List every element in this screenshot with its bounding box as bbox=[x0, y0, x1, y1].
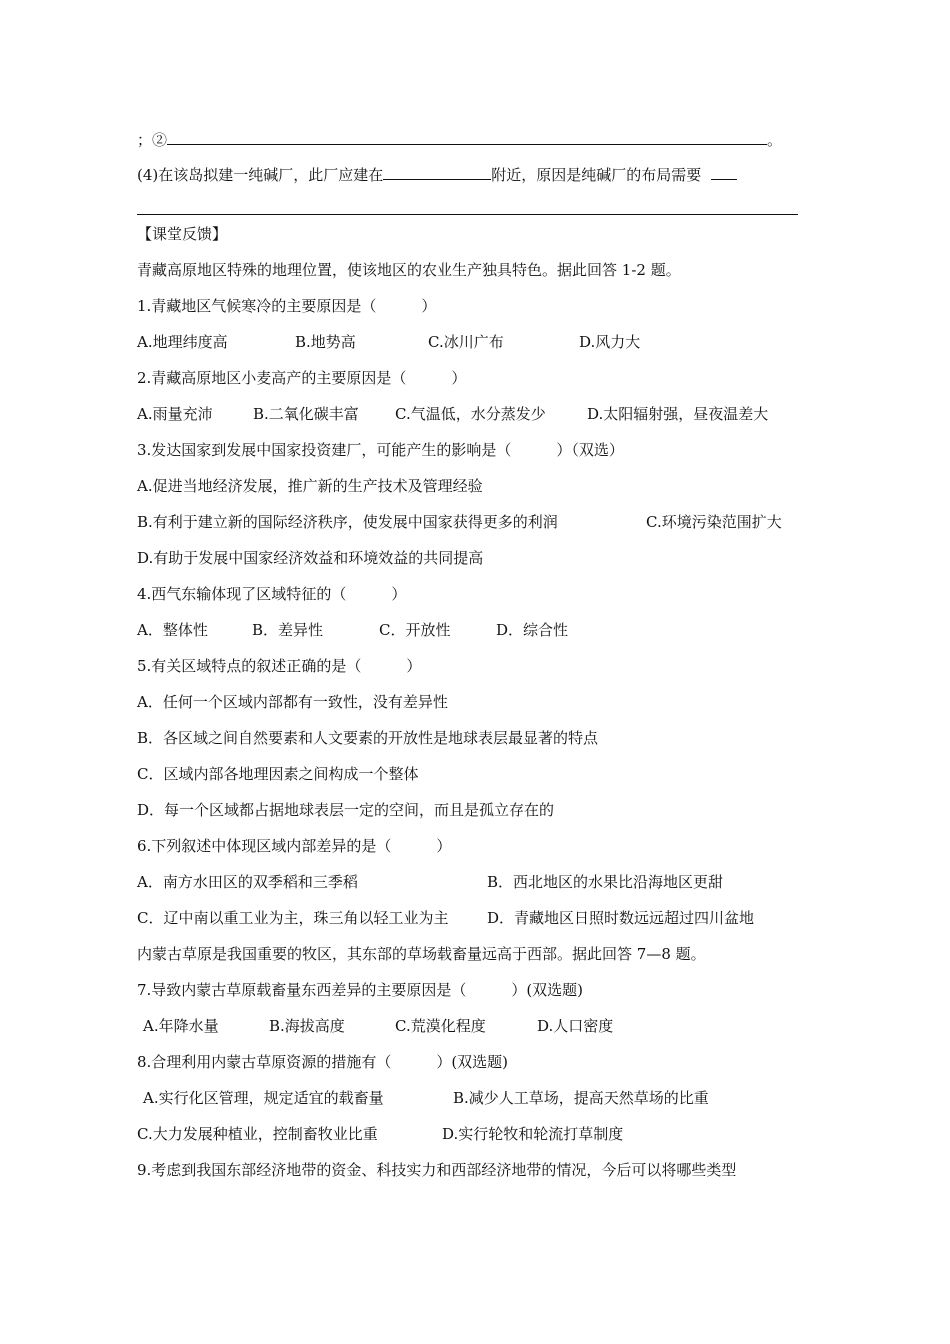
question-4-stem: 4.西气东输体现了区域特征的（ ） bbox=[137, 585, 407, 603]
fill-line-1-suffix: 。 bbox=[767, 131, 783, 149]
q4-option-a[interactable]: A．整体性 bbox=[137, 621, 208, 639]
q4-option-d[interactable]: D．综合性 bbox=[496, 621, 569, 639]
q8-option-b[interactable]: B.减少人工草场，提高天然草场的比重 bbox=[453, 1089, 709, 1107]
q6-option-d[interactable]: D．青藏地区日照时数远远超过四川盆地 bbox=[487, 909, 755, 927]
q3-option-d[interactable]: D.有助于发展中国家经济效益和环境效益的共同提高 bbox=[137, 549, 484, 567]
q2-option-a[interactable]: A.雨量充沛 bbox=[137, 405, 213, 423]
q8-option-a[interactable]: A.实行化区管理，规定适宜的载畜量 bbox=[143, 1089, 384, 1107]
q2-option-c[interactable]: C.气温低，水分蒸发少 bbox=[395, 405, 546, 423]
q8-option-c[interactable]: C.大力发展种植业，控制畜牧业比重 bbox=[137, 1125, 378, 1143]
q1-option-a[interactable]: A.地理纬度高 bbox=[137, 333, 228, 351]
fill-line-2-middle: 附近，原因是纯碱厂的布局需要 bbox=[491, 166, 702, 184]
q3-option-a[interactable]: A.促进当地经济发展，推广新的生产技术及管理经验 bbox=[137, 477, 483, 495]
q6-option-b[interactable]: B．西北地区的水果比沿海地区更甜 bbox=[487, 873, 724, 891]
q8-option-d[interactable]: D.实行轮牧和轮流打草制度 bbox=[442, 1125, 624, 1143]
fill-line-1-prefix: ；② bbox=[137, 131, 168, 149]
fill-line-2-prefix: (4)在该岛拟建一纯碱厂，此厂应建在 bbox=[137, 166, 384, 184]
q1-option-d[interactable]: D.风力大 bbox=[579, 333, 641, 351]
intro-text-7-8: 内蒙古草原是我国重要的牧区，其东部的草场载畜量远高于西部。据此回答 7—8 题。 bbox=[137, 945, 706, 963]
answer-blank-location[interactable] bbox=[383, 163, 491, 180]
question-5-stem: 5.有关区域特点的叙述正确的是（ ） bbox=[137, 657, 422, 675]
q4-option-c[interactable]: C．开放性 bbox=[379, 621, 451, 639]
q7-option-a[interactable]: A.年降水量 bbox=[143, 1017, 219, 1035]
q7-option-d[interactable]: D.人口密度 bbox=[537, 1017, 614, 1035]
question-3-stem: 3.发达国家到发展中国家投资建厂，可能产生的影响是（ ）（双选） bbox=[137, 441, 624, 459]
fill-line-1 bbox=[137, 128, 782, 148]
q7-option-b[interactable]: B.海拔高度 bbox=[269, 1017, 345, 1035]
q3-option-c[interactable]: C.环境污染范围扩大 bbox=[646, 513, 782, 531]
q3-option-b[interactable]: B.有利于建立新的国际经济秩序，使发展中国家获得更多的利润 bbox=[137, 513, 558, 531]
q7-option-c[interactable]: C.荒漠化程度 bbox=[395, 1017, 486, 1035]
question-9-stem: 9.考虑到我国东部经济地带的资金、科技实力和西部经济地带的情况，今后可以将哪些类型 bbox=[137, 1161, 737, 1179]
question-8-stem: 8.合理利用内蒙古草原资源的措施有（ ）(双选题) bbox=[137, 1053, 509, 1071]
question-7-stem: 7.导致内蒙古草原载畜量东西差异的主要原因是（ ）(双选题) bbox=[137, 981, 584, 999]
q2-option-b[interactable]: B.二氧化碳丰富 bbox=[253, 405, 359, 423]
q5-option-b[interactable]: B．各区域之间自然要素和人文要素的开放性是地球表层最显著的特点 bbox=[137, 729, 599, 747]
section-title: 【课堂反馈】 bbox=[137, 225, 228, 243]
q1-option-b[interactable]: B.地势高 bbox=[295, 333, 356, 351]
question-6-stem: 6.下列叙述中体现区域内部差异的是（ ） bbox=[137, 837, 452, 855]
q5-option-d[interactable]: D．每一个区域都占据地球表层一定的空间，而且是孤立存在的 bbox=[137, 801, 555, 819]
q6-option-a[interactable]: A．南方水田区的双季稻和三季稻 bbox=[137, 873, 358, 891]
q6-option-c[interactable]: C．辽中南以重工业为主，珠三角以轻工业为主 bbox=[137, 909, 449, 927]
q4-option-b[interactable]: B．差异性 bbox=[252, 621, 324, 639]
q2-option-d[interactable]: D.太阳辐射强，昼夜温差大 bbox=[587, 405, 769, 423]
answer-blank-reason-start[interactable] bbox=[711, 163, 737, 180]
intro-text-1-2: 青藏高原地区特殊的地理位置，使该地区的农业生产独具特色。据此回答 1-2 题。 bbox=[137, 261, 681, 279]
answer-blank-long[interactable] bbox=[167, 128, 767, 145]
fill-line-2 bbox=[137, 163, 737, 183]
answer-blank-full-line[interactable] bbox=[137, 214, 798, 215]
q5-option-a[interactable]: A．任何一个区域内部都有一致性，没有差异性 bbox=[137, 693, 448, 711]
question-1-stem: 1.青藏地区气候寒冷的主要原因是（ ） bbox=[137, 297, 437, 315]
q1-option-c[interactable]: C.冰川广布 bbox=[428, 333, 504, 351]
question-2-stem: 2.青藏高原地区小麦高产的主要原因是（ ） bbox=[137, 369, 467, 387]
q5-option-c[interactable]: C．区域内部各地理因素之间构成一个整体 bbox=[137, 765, 419, 783]
